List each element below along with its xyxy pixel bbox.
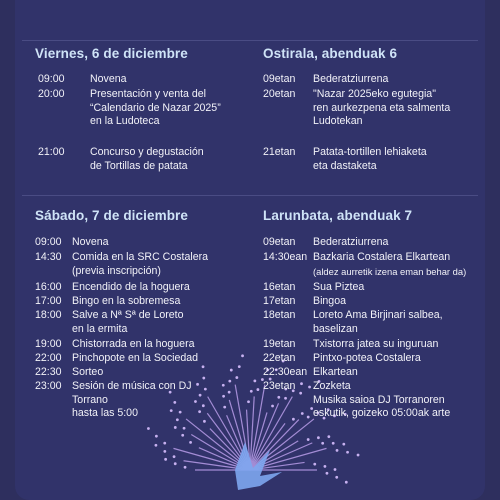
event-description: Bederatziurrena — [313, 73, 389, 85]
event-description: Sua Piztea — [313, 281, 365, 293]
event-time: 16:00 — [35, 281, 62, 293]
event-description: Comida en la SRC Costalera — [72, 251, 209, 263]
event-time: 14:30 — [35, 251, 62, 263]
firework-sparkle — [317, 436, 320, 439]
event-description: Zozketa — [313, 380, 351, 392]
firework-sparkle — [327, 435, 330, 438]
event-description: “Calendario de Nazar 2025” — [90, 101, 221, 114]
event-description: Sorteo — [72, 366, 104, 378]
event-time: 09:00 — [35, 236, 62, 248]
firework-sparkle — [184, 466, 187, 469]
event-time: 22:30ean — [263, 366, 308, 378]
top-divider — [22, 40, 478, 41]
event-description: Txistorra jatea su inguruan — [313, 338, 439, 350]
event-description: Novena — [90, 73, 127, 85]
event-time: 09etan — [263, 73, 296, 85]
firework-sparkle — [202, 377, 205, 380]
section-heading: Viernes, 6 de diciembre — [35, 46, 188, 61]
event-time: 17:00 — [35, 295, 62, 307]
firework-sparkle — [228, 380, 231, 383]
event-description: Bazkaria Costalera Elkartean — [313, 251, 451, 263]
event-time: 20etan — [263, 88, 296, 100]
firework-sparkle — [307, 416, 310, 419]
event-time: 23etan — [263, 380, 296, 392]
event-description: en la ermita — [72, 322, 128, 335]
firework-sparkle — [181, 434, 184, 437]
firework-sparkle — [247, 400, 250, 403]
event-time: 09etan — [263, 236, 296, 248]
firework-sparkle — [230, 369, 233, 372]
middle-divider — [22, 195, 478, 196]
firework-sparkle — [163, 442, 166, 445]
event-time: 14:30ean — [263, 251, 308, 263]
event-description: Pinchopote en la Sociedad — [72, 352, 199, 364]
firework-sparkle — [334, 468, 337, 471]
firework-sparkle — [238, 365, 241, 368]
firework-sparkle — [174, 426, 177, 429]
event-description: Concurso y degustación — [90, 146, 204, 158]
event-time: 16etan — [263, 281, 296, 293]
event-description: eta dastaketa — [313, 159, 377, 172]
event-description: Musika saioa DJ Torranoren — [313, 393, 445, 406]
event-description: Loreto Ama Birjinari salbea, — [313, 309, 443, 321]
firework-sparkle — [176, 418, 179, 421]
firework-sparkle — [326, 472, 329, 475]
event-description: ren aurkezpena eta salmenta — [313, 101, 451, 114]
event-time: 18etan — [263, 309, 296, 321]
event-time: 23:00 — [35, 380, 62, 392]
firework-sparkle — [222, 395, 225, 398]
firework-sparkle — [202, 365, 205, 368]
event-description: Salve a Nª Sª de Loreto — [72, 309, 184, 321]
firework-sparkle — [301, 412, 304, 415]
event-time: 22:30 — [35, 366, 62, 378]
firework-sparkle — [170, 409, 173, 412]
event-description: baselizan — [313, 322, 358, 335]
event-time: 09:00 — [38, 73, 65, 85]
firework-sparkle — [250, 390, 253, 393]
event-description: "Nazar 2025eko egutegia" — [313, 88, 436, 100]
firework-sparkle — [324, 465, 327, 468]
event-description: Bingoa — [313, 295, 346, 307]
firework-sparkle — [335, 476, 338, 479]
event-time: 17etan — [263, 295, 296, 307]
section-heading: Ostirala, abenduak 6 — [263, 46, 398, 61]
firework-sparkle — [199, 394, 202, 397]
firework-sparkle — [253, 379, 256, 382]
firework-sparkle — [203, 420, 206, 423]
firework-sparkle — [241, 354, 244, 357]
event-description: Novena — [72, 236, 109, 248]
firework-sparkle — [277, 396, 280, 399]
firework-sparkle — [196, 383, 199, 386]
firework-sparkle — [202, 404, 205, 407]
firework-sparkle — [173, 401, 176, 404]
event-description: (previa inscripción) — [72, 264, 161, 277]
firework-sparkle — [235, 376, 238, 379]
firework-sparkle — [222, 384, 225, 387]
event-description: Torrano — [72, 393, 108, 406]
event-time: 19:00 — [35, 338, 62, 350]
firework-sparkle — [179, 411, 182, 414]
event-description: Bederatziurrena — [313, 236, 389, 248]
event-time: 22:00 — [35, 352, 62, 364]
firework-sparkle — [257, 388, 260, 391]
firework-sparkle — [164, 458, 167, 461]
event-time: 20:00 — [38, 88, 65, 100]
event-time: 19etan — [263, 338, 296, 350]
event-description: hasta las 5:00 — [72, 407, 138, 419]
firework-sparkle — [313, 463, 316, 466]
firework-sparkle — [284, 397, 287, 400]
firework-sparkle — [345, 481, 348, 484]
event-description: Chistorrada en la hoguera — [72, 338, 195, 350]
firework-sparkle — [228, 391, 231, 394]
event-description: (aldez aurretik izena eman behar da) — [313, 265, 467, 277]
firework-sparkle — [308, 386, 311, 389]
firework-sparkle — [292, 418, 295, 421]
firework-sparkle — [183, 427, 186, 430]
event-description: Bingo en la sobremesa — [72, 295, 181, 307]
firework-sparkle — [321, 442, 324, 445]
section-heading: Sábado, 7 de diciembre — [35, 208, 189, 223]
event-time: 21etan — [263, 146, 296, 158]
firework-sparkle — [307, 438, 310, 441]
event-description: Pintxo-potea Costalera — [313, 352, 421, 364]
firework-sparkle — [189, 441, 192, 444]
firework-sparkle — [342, 443, 345, 446]
firework-sparkle — [163, 450, 166, 453]
firework-sparkle — [174, 462, 177, 465]
event-description: de Tortillas de patata — [90, 159, 188, 172]
section-heading: Larunbata, abenduak 7 — [263, 208, 413, 223]
event-description: eskutik, goizeko 05:00ak arte — [313, 407, 451, 419]
event-description: Sesión de música con DJ — [72, 380, 192, 392]
event-time: 22etan — [263, 352, 296, 364]
firework-sparkle — [204, 388, 207, 391]
event-description: Elkartean — [313, 366, 358, 378]
firework-sparkle — [332, 442, 335, 445]
firework-sparkle — [271, 405, 274, 408]
firework-sparkle — [155, 444, 158, 447]
firework-sparkle — [223, 406, 226, 409]
event-time: 18:00 — [35, 309, 62, 321]
firework-sparkle — [336, 449, 339, 452]
event-description: Ludotekan — [313, 115, 363, 127]
firework-sparkle — [155, 435, 158, 438]
firework-sparkle — [299, 392, 302, 395]
firework-sparkle — [194, 400, 197, 403]
event-time: 21:00 — [38, 146, 65, 158]
event-description: en la Ludoteca — [90, 115, 160, 127]
firework-sparkle — [147, 427, 150, 430]
event-description: Patata-tortillen lehiaketa — [313, 146, 427, 158]
event-description: Presentación y venta del — [90, 88, 207, 100]
event-description: Encendido de la hoguera — [72, 281, 190, 293]
firework-sparkle — [300, 382, 303, 385]
firework-sparkle — [357, 454, 360, 457]
firework-sparkle — [198, 410, 201, 413]
firework-sparkle — [346, 451, 349, 454]
firework-sparkle — [173, 455, 176, 458]
